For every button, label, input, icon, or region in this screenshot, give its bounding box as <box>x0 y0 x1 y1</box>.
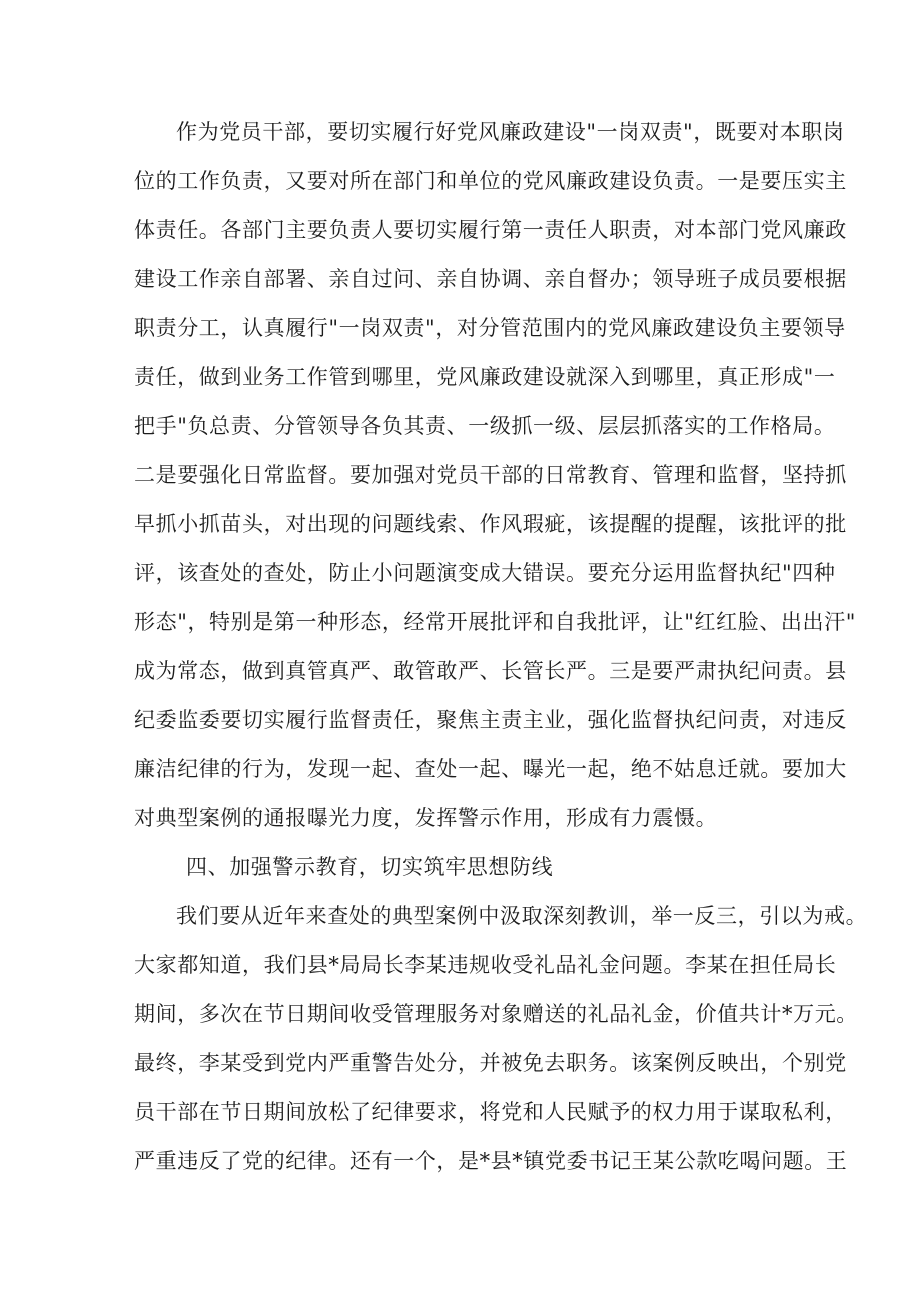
paragraph-line: 严重违反了党的纪律。还有一个，是*县*镇党委书记王某公款吃喝问题。王 <box>134 1149 848 1173</box>
paragraph-line: 早抓小抓苗头，对出现的问题线索、作风瑕疵，该提醒的提醒，该批评的批 <box>134 512 847 536</box>
paragraph-line: 成为常态，做到真管真严、敢管敢严、长管长严。三是要严肃执纪问责。县 <box>134 659 847 683</box>
paragraph-line: 责任，做到业务工作管到哪里，党风廉政建设就深入到哪里，真正形成"一 <box>134 365 836 389</box>
paragraph-line: 期间，多次在节日期间收受管理服务对象赠送的礼品礼金，价值共计*万元。 <box>134 1002 858 1026</box>
paragraph-line: 二是要强化日常监督。要加强对党员干部的日常教育、管理和监督，坚持抓 <box>134 463 847 487</box>
paragraph-line: 体责任。各部门主要负责人要切实履行第一责任人职责，对本部门党风廉政 <box>134 218 847 242</box>
paragraph-line: 我们要从近年来查处的典型案例中汲取深刻教训，举一反三，引以为戒。 <box>176 904 868 928</box>
paragraph-line: 形态"，特别是第一种形态，经常开展批评和自我批评，让"红红脸、出出汗" <box>134 610 856 634</box>
paragraph-line: 建设工作亲自部署、亲自过问、亲自协调、亲自督办；领导班子成员要根据 <box>134 267 847 291</box>
paragraph-line: 作为党员干部，要切实履行好党风廉政建设"一岗双责"，既要对本职岗 <box>176 120 845 144</box>
paragraph-line: 把手"负总责、分管领导各负其责、一级抓一级、层层抓落实的工作格局。 <box>134 414 836 438</box>
paragraph-line: 纪委监委要切实履行监督责任，聚焦主责主业，强化监督执纪问责，对违反 <box>134 708 847 732</box>
paragraph-line: 大家都知道，我们县*局局长李某违规收受礼品礼金问题。李某在担任局长 <box>134 953 837 977</box>
paragraph-line: 位的工作负责，又要对所在部门和单位的党风廉政建设负责。一是要压实主 <box>134 169 847 193</box>
paragraph-line: 评，该查处的查处，防止小问题演变成大错误。要充分运用监督执纪"四种 <box>134 561 836 585</box>
section-heading: 四、加强警示教育，切实筑牢思想防线 <box>186 855 554 879</box>
paragraph-line: 职责分工，认真履行"一岗双责"，对分管范围内的党风廉政建设负主要领导 <box>134 316 846 340</box>
paragraph-line: 廉洁纪律的行为，发现一起、查处一起、曝光一起，绝不姑息迁就。要加大 <box>134 757 847 781</box>
paragraph-line: 员干部在节日期间放松了纪律要求，将党和人民赋予的权力用于谋取私利， <box>134 1100 847 1124</box>
paragraph-line: 对典型案例的通报曝光力度，发挥警示作用，形成有力震慑。 <box>134 806 718 830</box>
paragraph-line: 最终，李某受到党内严重警告处分，并被免去职务。该案例反映出，个别党 <box>134 1051 847 1075</box>
